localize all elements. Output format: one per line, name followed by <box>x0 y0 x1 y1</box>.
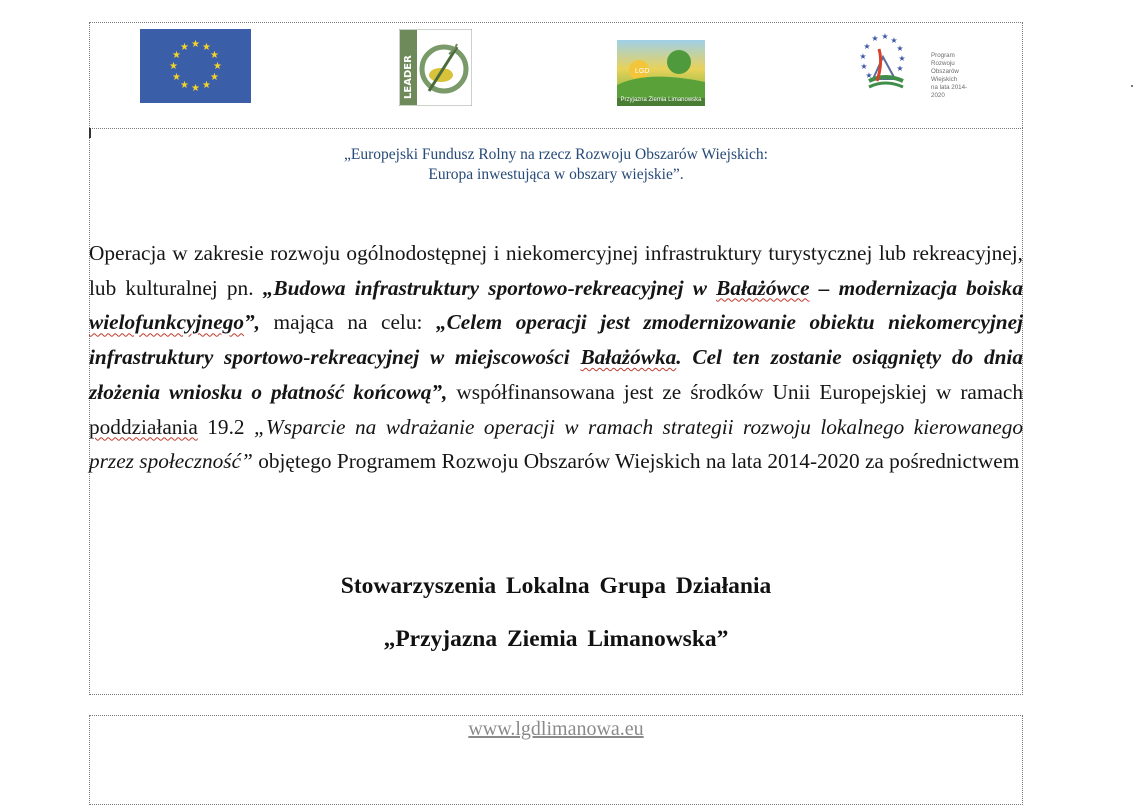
text-run: 19.2 <box>197 414 255 439</box>
svg-text:★: ★ <box>881 32 889 41</box>
svg-text:★: ★ <box>865 71 873 80</box>
svg-text:★: ★ <box>172 50 181 61</box>
operation-description <box>89 236 1023 479</box>
prow-line: Rozwoju <box>931 60 955 67</box>
text-run: . Cel ten zostanie osiągnięty do dnia złożenia wniosku o płatność końcową”, <box>89 345 1023 404</box>
spellcheck-word: poddziałania <box>89 414 198 439</box>
fund-statement-line2: Europa inwestująca w obszary wiejskie”. <box>428 166 684 183</box>
svg-text:★: ★ <box>180 80 189 91</box>
svg-text:★: ★ <box>210 50 219 61</box>
prow-line: Wiejskich <box>931 76 958 83</box>
svg-text:★: ★ <box>202 80 211 91</box>
svg-text:★: ★ <box>210 72 219 83</box>
text-cursor <box>89 128 91 138</box>
website-link[interactable]: www.lgdlimanowa.eu <box>468 718 644 740</box>
prow-line: Program <box>931 52 955 59</box>
leader-logo <box>399 29 472 106</box>
prow-line: Obszarów <box>931 68 959 75</box>
margin-mark <box>1131 85 1133 87</box>
svg-text:★: ★ <box>859 52 867 61</box>
prow-logo-text <box>931 52 973 100</box>
text-run: współfinansowana jest ze środków Unii Europejskiej w ramach <box>447 379 1023 404</box>
svg-text:★: ★ <box>172 72 181 83</box>
organization-name-line2: „Przyjazna Ziemia Limanowska” <box>383 626 729 652</box>
svg-text:★: ★ <box>896 64 904 73</box>
spellcheck-word: wielofunkcyjnego <box>89 310 244 335</box>
spellcheck-word: Bałażówka <box>580 345 677 370</box>
prow-logo <box>851 29 973 99</box>
prow-line: na lata 2014-2020 <box>931 84 968 99</box>
svg-text:★: ★ <box>871 34 879 43</box>
svg-text:★: ★ <box>202 42 211 53</box>
spellcheck-word: Bałażówce <box>716 275 810 300</box>
text-run: objętego Programem Rozwoju Obszarów Wiejskich na lata 2014-2020 za pośrednictwem <box>252 449 1020 474</box>
svg-text:★: ★ <box>169 61 178 72</box>
svg-text:★: ★ <box>191 83 200 94</box>
svg-text:★: ★ <box>180 42 189 53</box>
organization-name-line1: Stowarzyszenia Lokalna Grupa Działania <box>340 573 772 599</box>
measure-name: „Wsparcie na wdrażanie operacji w ramach strategii rozwoju lokalnego kierowanego przez społeczność” <box>89 414 1023 474</box>
text-run: ”, <box>244 310 260 335</box>
svg-text:★: ★ <box>213 61 222 72</box>
eu-flag-icon <box>140 29 251 103</box>
text-run: Operacja w zakresie rozwoju ogólnodostępnej i niekomercyjnej infrastruktury turystycznej lub rekreacyjnej, lub kulturalnej pn. <box>89 241 1023 300</box>
fund-statement-line1: „Europejski Fundusz Rolny na rzecz Rozwoju Obszarów Wiejskich: <box>344 146 768 163</box>
lgd-logo-caption: Przyjazna Ziemia Limanowska <box>620 97 702 103</box>
text-run: „Celem operacji jest zmodernizowanie obiektu niekomercyjnej infrastruktury sportowo-rekreacyjnej w miejscowości <box>89 310 1024 370</box>
svg-text:★: ★ <box>898 54 906 63</box>
lgd-logo <box>617 40 705 106</box>
text-run: „Budowa infrastruktury sportowo-rekreacyjnej w <box>262 275 717 300</box>
svg-text:★: ★ <box>863 42 871 51</box>
lgd-logo-badge: LGD <box>635 68 650 75</box>
text-run: mająca na celu: <box>259 310 436 335</box>
svg-text:★: ★ <box>896 44 904 53</box>
svg-text:★: ★ <box>191 39 200 50</box>
fund-statement <box>89 145 1023 185</box>
text-run: – modernizacja boiska <box>809 275 1023 300</box>
svg-text:LEADER: LEADER <box>403 55 414 99</box>
svg-text:★: ★ <box>890 36 898 45</box>
svg-text:★: ★ <box>860 62 868 71</box>
